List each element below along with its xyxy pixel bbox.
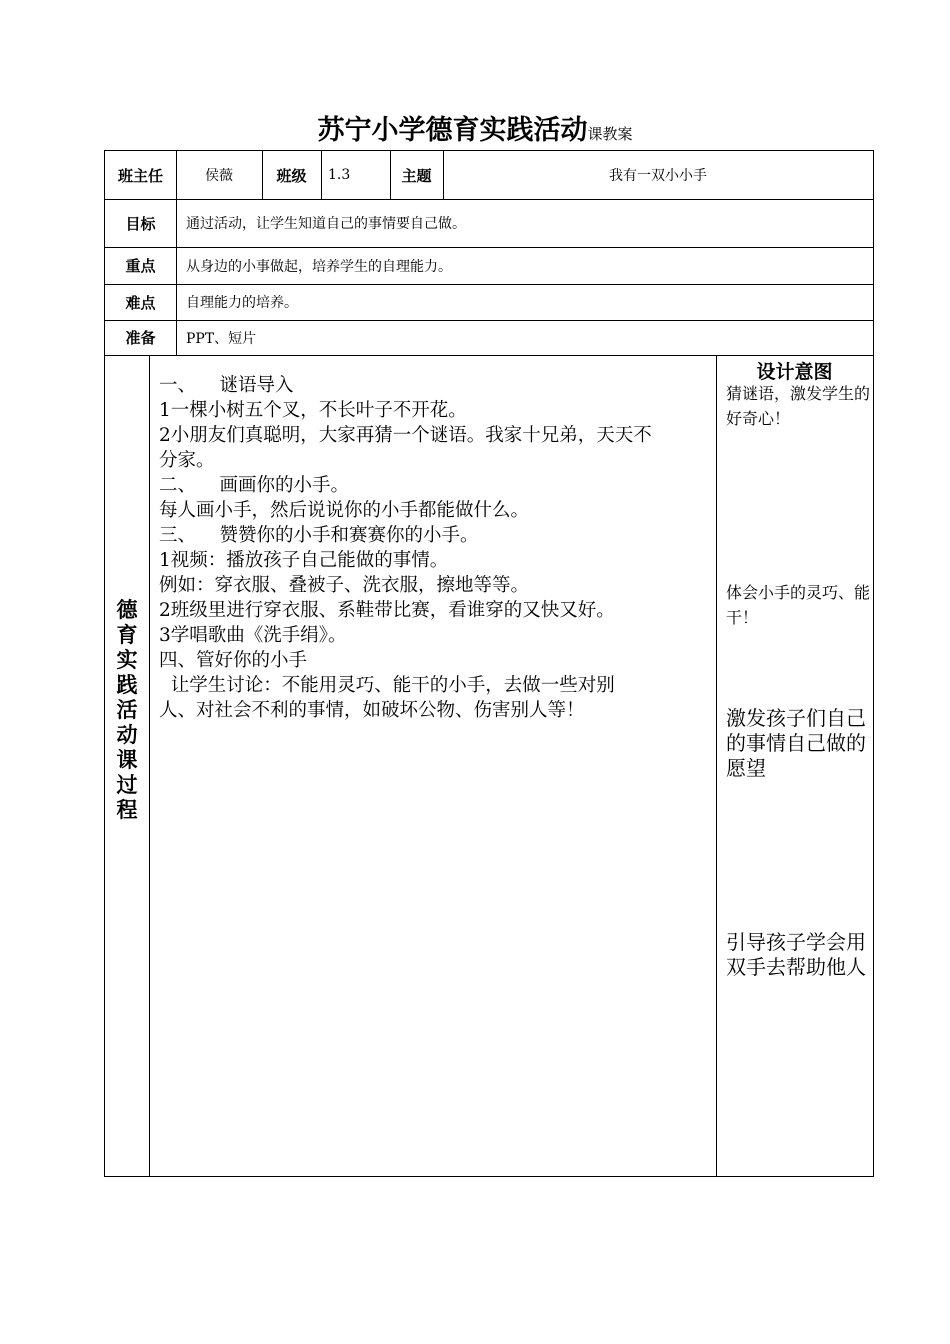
key-point-value: 从身边的小事做起，培养学生的自理能力。 (186, 258, 452, 275)
process-label-char: 育 (116, 622, 138, 647)
process-line: 让学生讨论：不能用灵巧、能干的小手，去做一些对别 (159, 675, 615, 696)
goal-label: 目标 (125, 214, 156, 233)
process-line: 2小朋友们真聪明，大家再猜一个谜语。我家十兄弟，天天不 (159, 425, 652, 446)
process-content (149, 355, 716, 1176)
process-line: 分家。 (159, 450, 215, 471)
topic-value: 我有一双小小手 (609, 168, 707, 184)
lesson-plan-table (104, 150, 874, 1177)
process-line: 例如：穿衣服、叠被子、洗衣服，擦地等等。 (159, 575, 530, 596)
class-value: 1.3 (328, 167, 351, 183)
process-label-char: 过 (116, 772, 138, 797)
page-title (0, 108, 950, 147)
title-main: 苏宁小学德育实践活动 (317, 115, 588, 146)
design-intent-title: 设计意图 (756, 361, 833, 383)
process-label-char: 德 (116, 597, 138, 622)
difficulty-value: 自理能力的培养。 (186, 295, 298, 311)
difficulty-label: 难点 (125, 293, 156, 312)
process-line: 一、 谜语导入 (159, 375, 294, 396)
title-sub: 课教案 (587, 125, 633, 143)
process-line: 每人画小手，然后说说你的小手都能做什么。 (159, 500, 530, 521)
process-line: 3学唱歌曲《洗手绢》。 (159, 625, 347, 646)
process-label-char: 活 (116, 697, 138, 722)
process-label-char: 课 (116, 747, 138, 772)
class-label: 班级 (276, 166, 307, 185)
process-line: 2班级里进行穿衣服、系鞋带比赛，看谁穿的又快又好。 (159, 600, 615, 621)
process-line: 1一棵小树五个叉，不长叶子不开花。 (159, 400, 467, 421)
design-note: 猜谜语，激发学生的好奇心！ (726, 384, 871, 428)
design-note: 激发孩子们自己的事情自己做的愿望 (726, 706, 866, 780)
process-label-char: 程 (116, 797, 138, 822)
design-note: 引导孩子学会用双手去帮助他人 (726, 930, 866, 979)
process-line: 1视频：播放孩子自己能做的事情。 (159, 550, 449, 571)
design-intent-column (716, 355, 873, 1176)
process-line: 四、管好你的小手 (159, 650, 308, 671)
process-label-char: 动 (116, 722, 138, 747)
preparation-label: 准备 (125, 329, 156, 347)
process-label (105, 355, 149, 1065)
design-note: 体会小手的灵巧、能干！ (726, 583, 871, 627)
teacher-label: 班主任 (117, 166, 163, 185)
process-label-char: 实 (116, 647, 138, 672)
topic-label: 主题 (401, 166, 432, 185)
process-line: 三、 赞赞你的小手和赛赛你的小手。 (159, 525, 479, 546)
preparation-value: PPT、短片 (186, 330, 257, 347)
goal-value: 通过活动，让学生知道自己的事情要自己做。 (186, 216, 466, 232)
process-label-char: 践 (116, 672, 138, 697)
teacher-value: 侯薇 (205, 168, 233, 184)
key-point-label: 重点 (125, 257, 156, 275)
process-line: 二、 画画你的小手。 (159, 475, 350, 496)
process-line: 人、对社会不利的事情，如破坏公物、伤害别人等！ (159, 700, 585, 721)
